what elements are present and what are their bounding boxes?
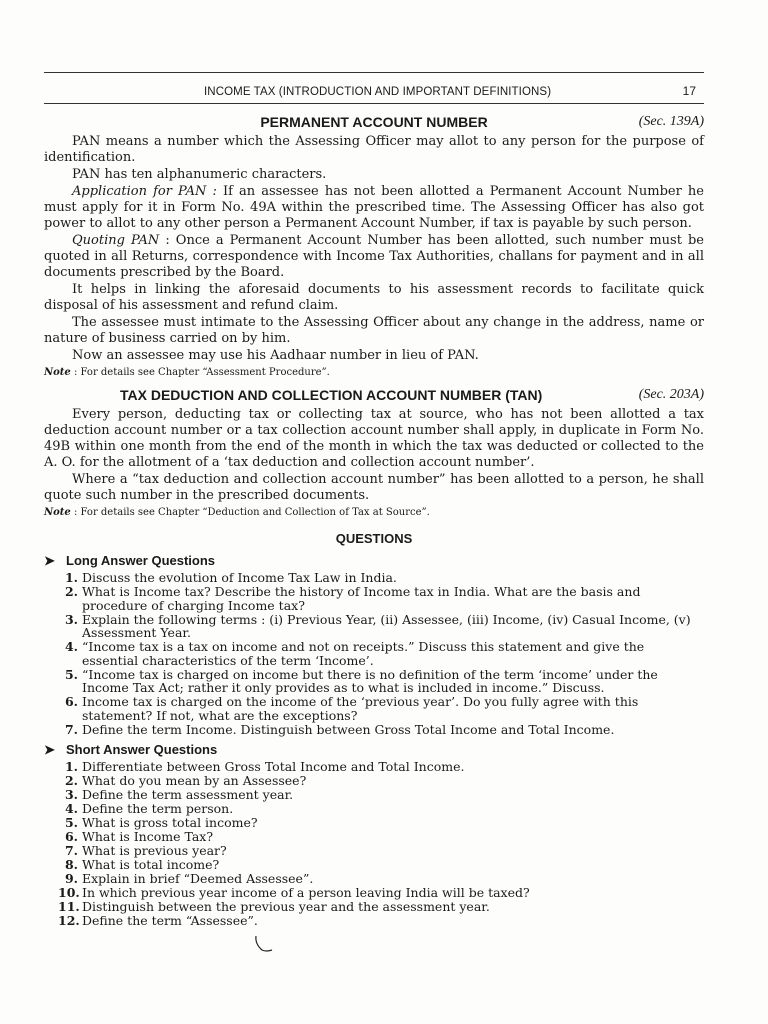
- question-number: 5.: [64, 666, 78, 682]
- pan-p3-text: If an assessee has not been allotted a Permanent Account Number he must apply for it in Form No. 49A within the prescribed time. The Assessing Officer has also got power to allot to any other person a Permanent Account Number, if tax is payable by such person.: [44, 184, 705, 231]
- pan-note-label: Note: [44, 367, 71, 378]
- question-number: 6.: [64, 829, 78, 844]
- question-number: 7.: [64, 721, 78, 737]
- question-text: Explain the following terms : (i) Previous Year, (ii) Assessee, (iii) Income, (iv) Casual Income, (v) Assessment Year.: [82, 611, 691, 640]
- question-item: [44, 816, 704, 830]
- tan-heading: TAX DEDUCTION AND COLLECTION ACCOUNT NUMBER (TAN): [120, 387, 543, 403]
- question-text: Differentiate between Gross Total Income and Total Income.: [82, 759, 465, 774]
- pan-p4-text: : Once a Permanent Account Number has been allotted, such number must be quoted in all Returns, correspondence with Income Tax Authorities, challans for payment and in all documents prescribed by the Board.: [44, 233, 704, 280]
- pan-section-ref: (Sec. 139A): [638, 114, 704, 129]
- question-number: 12.: [58, 913, 80, 928]
- pan-paragraph-4: [44, 233, 704, 281]
- question-item: [44, 858, 704, 872]
- question-text: Define the term assessment year.: [82, 787, 294, 802]
- question-text: What is Income tax? Describe the history of Income tax in India. What are the basis and procedure of charging Income tax?: [82, 584, 641, 613]
- question-item: [44, 571, 704, 585]
- pan-p3-lead: Application for PAN :: [72, 184, 217, 199]
- question-text: Define the term Income. Distinguish between Gross Total Income and Total Income.: [82, 721, 615, 737]
- question-item: [44, 723, 704, 737]
- question-number: 1.: [64, 570, 78, 585]
- tan-note-label: Note: [44, 507, 71, 518]
- tan-paragraph-1: Every person, deducting tax or collecting tax at source, who has not been allotted a tax deduction account number or a tax collection account number shall apply, in duplicate in Form No. 49B within one month from the end of the month in which the tax was deducted or collected to the A. O. for the allotment of a ‘tax deduction and collection account number’.: [44, 407, 704, 470]
- tan-note-text: : For details see Chapter “Deduction and Collection of Tax at Source”.: [73, 507, 430, 518]
- page-number: 17: [682, 84, 696, 98]
- question-text: What is gross total income?: [82, 815, 258, 830]
- question-item: [44, 872, 704, 886]
- tan-note: [44, 505, 704, 521]
- pan-note: [44, 365, 704, 381]
- question-item: [44, 613, 704, 640]
- pan-paragraph-7: Now an assessee may use his Aadhaar number in lieu of PAN.: [72, 348, 479, 363]
- question-text: Explain in brief “Deemed Assessee”.: [82, 871, 314, 886]
- question-number: 4.: [64, 639, 78, 654]
- short-questions-title: Short Answer Questions: [66, 742, 218, 757]
- question-text: In which previous year income of a person leaving India will be taxed?: [82, 885, 530, 900]
- tan-paragraph-2: Where a “tax deduction and collection account number” has been allotted to a person, he shall quote such number in the prescribed documents.: [44, 472, 704, 503]
- question-item: [44, 774, 704, 788]
- question-number: 8.: [64, 857, 78, 872]
- question-number: 3.: [64, 611, 78, 627]
- question-item: [44, 585, 704, 612]
- page-content: [44, 108, 704, 928]
- question-number: 9.: [64, 871, 78, 886]
- short-questions-list: [44, 760, 704, 928]
- long-questions-list: [44, 571, 704, 736]
- arrow-icon: ➤: [44, 742, 55, 757]
- question-item: [44, 640, 704, 667]
- pan-p4-lead: Quoting PAN: [72, 233, 160, 248]
- question-text: Define the term “Assessee”.: [82, 913, 258, 928]
- question-text: What is previous year?: [82, 843, 227, 858]
- question-item: [44, 830, 704, 844]
- pan-section-heading: [44, 112, 704, 132]
- question-item: [44, 844, 704, 858]
- question-text: “Income tax is charged on income but there is no definition of the term ‘income’ under the Income Tax Act; rather it only provides as to what is included in income.” Discuss.: [82, 666, 658, 695]
- question-item: [44, 668, 704, 695]
- question-number: 10.: [58, 885, 80, 900]
- header-title: INCOME TAX (INTRODUCTION AND IMPORTANT DEFINITIONS): [204, 86, 552, 98]
- question-item: [44, 788, 704, 802]
- question-number: 7.: [64, 843, 78, 858]
- pan-note-text: : For details see Chapter “Assessment Procedure”.: [73, 367, 330, 378]
- pan-heading: PERMANENT ACCOUNT NUMBER: [260, 114, 488, 130]
- question-number: 5.: [64, 815, 78, 830]
- arrow-icon: ➤: [44, 553, 55, 568]
- question-number: 4.: [64, 801, 78, 816]
- long-questions-heading: [44, 553, 704, 569]
- question-item: [44, 695, 704, 722]
- short-questions-heading: [44, 742, 704, 758]
- question-text: Define the term person.: [82, 801, 234, 816]
- running-header: [44, 72, 704, 104]
- question-number: 1.: [64, 759, 78, 774]
- question-text: What is total income?: [82, 857, 220, 872]
- question-text: Distinguish between the previous year and the assessment year.: [82, 899, 490, 914]
- pan-paragraph-3: [44, 184, 704, 232]
- question-text: Income tax is charged on the income of the ‘previous year’. Do you fully agree with this statement? If not, what are the exceptions?: [82, 694, 639, 723]
- long-questions-title: Long Answer Questions: [66, 553, 216, 568]
- question-number: 11.: [58, 899, 80, 914]
- question-text: Discuss the evolution of Income Tax Law in India.: [82, 570, 397, 585]
- handwritten-tick-mark: [252, 930, 276, 954]
- question-item: [44, 914, 704, 928]
- question-number: 3.: [64, 787, 78, 802]
- pan-paragraph-2: PAN has ten alphanumeric characters.: [72, 167, 327, 182]
- question-text: What is Income Tax?: [82, 829, 214, 844]
- questions-title: QUESTIONS: [335, 531, 413, 546]
- tan-section-heading: [44, 385, 704, 405]
- question-item: [44, 900, 704, 914]
- pan-paragraph-5: It helps in linking the aforesaid documents to his assessment records to facilitate quick disposal of his assessment and refund claim.: [44, 282, 704, 313]
- tan-section-ref: (Sec. 203A): [638, 387, 704, 402]
- question-text: What do you mean by an Assessee?: [82, 773, 307, 788]
- question-item: [44, 886, 704, 900]
- question-number: 6.: [64, 694, 78, 709]
- question-number: 2.: [64, 584, 78, 599]
- question-text: “Income tax is a tax on income and not on receipts.” Discuss this statement and give the essential characteristics of the term ‘Income’.: [82, 639, 645, 668]
- pan-paragraph-1: PAN means a number which the Assessing Officer may allot to any person for the purpose of identification.: [44, 134, 704, 165]
- question-number: 2.: [64, 773, 78, 788]
- question-item: [44, 760, 704, 774]
- pan-paragraph-6: The assessee must intimate to the Assessing Officer about any change in the address, name or nature of business carried on by him.: [44, 315, 704, 346]
- question-item: [44, 802, 704, 816]
